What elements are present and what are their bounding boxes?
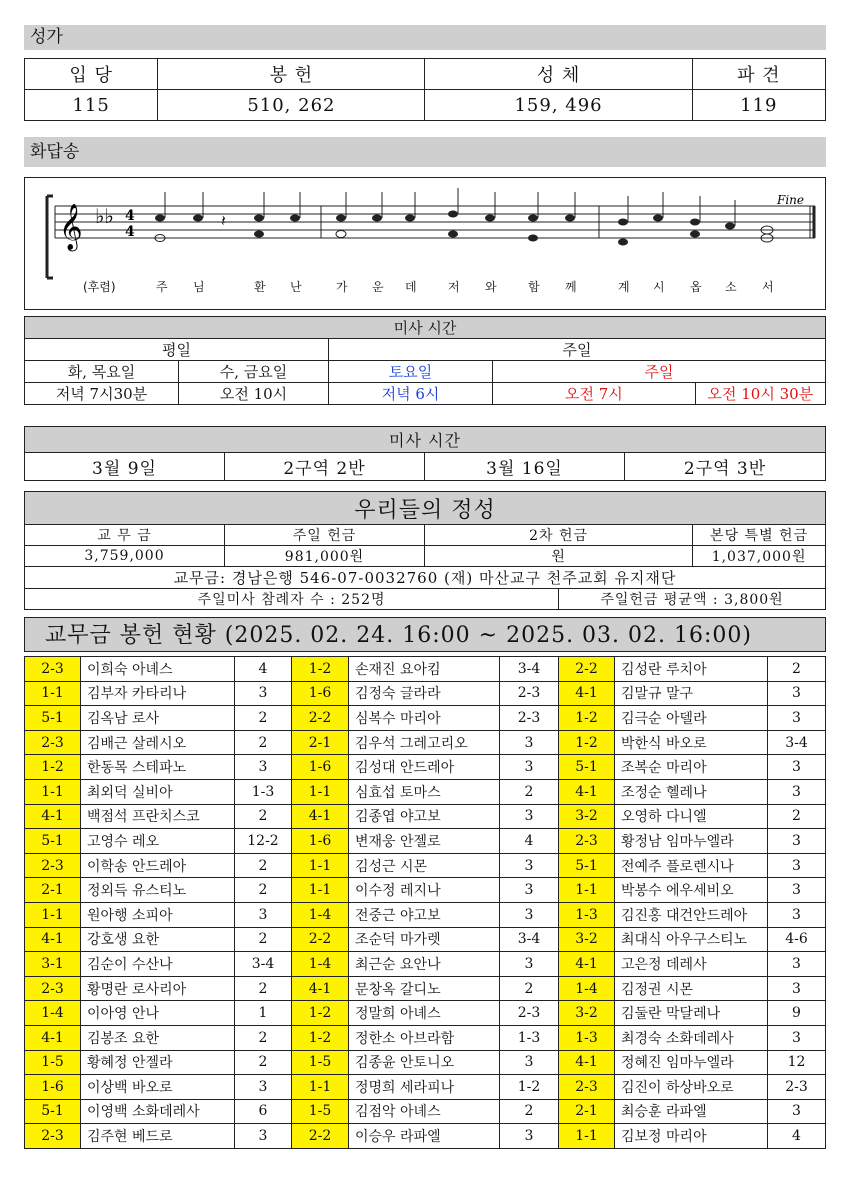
lyric-syllable: 소 [725,280,737,294]
table-row [25,706,826,731]
district-cell: 3-1 [25,952,81,977]
mass-time-table [24,316,826,405]
district-cell: 1-5 [25,1050,81,1075]
district-cell: 1-4 [292,952,349,977]
offering-header: 2차 헌금 [425,525,693,546]
lyric-syllable: 계 [618,280,630,294]
name-cell: 전예주 플로렌시나 [615,853,768,878]
district-cell: 2-3 [25,853,81,878]
district-cell: 1-1 [25,902,81,927]
district-cell: 1-4 [559,976,615,1001]
name-cell: 황혜정 안젤라 [81,1050,235,1075]
district-cell: 4-1 [559,779,615,804]
svg-text:𝄽: 𝄽 [221,211,226,230]
name-cell: 김배근 살레시오 [81,730,235,755]
count-cell: 12-2 [235,829,292,854]
district-cell: 1-2 [559,730,615,755]
mass-time-value: 저녁 7시30분 [25,383,179,405]
district-cell: 1-2 [292,1025,349,1050]
name-cell: 이영백 소화데레사 [81,1099,235,1124]
district-cell: 4-1 [559,1050,615,1075]
mass-time-title: 미사 시간 [25,317,826,339]
count-cell: 9 [768,1001,826,1026]
name-cell: 고은정 데레사 [615,952,768,977]
count-cell: 3 [768,902,826,927]
count-cell: 3 [768,755,826,780]
name-cell: 김극순 아델라 [615,706,768,731]
psalm-title: 화답송 [24,137,826,167]
day-label: 토요일 [329,361,493,383]
district-cell: 4-1 [25,804,81,829]
district-cell: 3-2 [559,804,615,829]
name-cell: 강호생 요한 [81,927,235,952]
choir-header: 입 당 [25,59,158,90]
district-cell: 4-1 [292,804,349,829]
name-cell: 김진이 하상바오로 [615,1075,768,1100]
name-cell: 김말규 말구 [615,681,768,706]
count-cell: 2 [500,1099,559,1124]
district-cell: 5-1 [559,853,615,878]
district-cell: 2-3 [25,730,81,755]
name-cell: 이승우 라파엘 [349,1124,500,1149]
district-cell: 1-2 [559,706,615,731]
offering-value: 981,000원 [225,546,425,567]
district-cell: 1-1 [292,1075,349,1100]
offering-header: 주일 헌금 [225,525,425,546]
music-staff-image [25,178,825,309]
name-cell: 김종윤 안토니오 [349,1050,500,1075]
name-cell: 김우석 그레고리오 [349,730,500,755]
svg-text:♭♭: ♭♭ [95,204,114,228]
lyric-syllable: 함 [528,280,540,294]
count-cell: 2 [235,853,292,878]
table-row [25,1099,826,1124]
attendance-count: 주일미사 참례자 수 : 252명 [25,589,559,610]
name-cell: 정한소 아브라함 [349,1025,500,1050]
count-cell: 6 [235,1099,292,1124]
district-cell: 1-1 [25,779,81,804]
district-cell: 5-1 [25,829,81,854]
count-cell: 2 [235,1025,292,1050]
table-row [25,1025,826,1050]
name-cell: 박한식 바오로 [615,730,768,755]
name-cell: 김둘란 막달레나 [615,1001,768,1026]
name-cell: 조순덕 마가렛 [349,927,500,952]
guide-cell: 2구역 3반 [625,453,826,481]
offering-average: 주일헌금 평균액 : 3,800원 [559,589,826,610]
count-cell: 2 [235,976,292,1001]
table-row [25,1124,826,1149]
lyric-syllable: 저 [448,280,460,294]
status-title: 교무금 봉헌 현황 (2025. 02. 24. 16:00 ~ 2025. 03. 02. 16:00) [24,617,826,652]
guide-cell: 2구역 2반 [225,453,425,481]
name-cell: 정외득 유스티노 [81,878,235,903]
district-cell: 2-2 [292,1124,349,1149]
psalm-score [24,177,826,310]
district-cell: 1-4 [292,902,349,927]
district-cell: 1-6 [292,755,349,780]
district-cell: 1-2 [292,657,349,682]
name-cell: 변재웅 안젤로 [349,829,500,854]
count-cell: 3-4 [768,730,826,755]
lyric-syllable: 와 [485,280,497,294]
count-cell: 2 [500,779,559,804]
district-cell: 1-1 [559,1124,615,1149]
name-cell: 문창옥 갈디노 [349,976,500,1001]
count-cell: 3 [768,706,826,731]
name-cell: 조복순 마리아 [615,755,768,780]
count-cell: 2 [235,927,292,952]
name-cell: 박봉수 에우세비오 [615,878,768,903]
count-cell: 3 [768,1025,826,1050]
count-cell: 1 [235,1001,292,1026]
name-cell: 이희숙 아녜스 [81,657,235,682]
count-cell: 4 [500,829,559,854]
district-cell: 1-1 [292,853,349,878]
table-row [25,730,826,755]
table-row [25,878,826,903]
district-cell: 5-1 [25,706,81,731]
count-cell: 3 [768,1099,826,1124]
table-row [25,952,826,977]
lyric-syllable: 서 [762,280,774,294]
name-cell: 김점악 아녜스 [349,1099,500,1124]
sunday-label: 주일 [329,339,826,361]
name-cell: 정말희 아녜스 [349,1001,500,1026]
district-cell: 1-2 [25,755,81,780]
lyric-syllable: 님 [193,280,205,294]
district-cell: 3-2 [559,1001,615,1026]
name-cell: 김종엽 야고보 [349,804,500,829]
count-cell: 3 [235,1075,292,1100]
lyric-syllable: 옵 [690,280,702,294]
count-cell: 3 [235,755,292,780]
mass-guide-title: 미사 시간 [25,427,826,453]
count-cell: 2-3 [500,706,559,731]
choir-header: 봉 헌 [158,59,425,90]
account-info: 교무금: 경남은행 546-07-0032760 (재) 마산교구 천주교회 유지재단 [25,567,826,589]
district-cell: 5-1 [559,755,615,780]
district-cell: 4-1 [559,681,615,706]
day-label: 수, 금요일 [179,361,329,383]
district-cell: 2-1 [25,878,81,903]
contribution-table [24,656,826,1149]
district-cell: 2-3 [559,829,615,854]
district-cell: 2-2 [292,706,349,731]
district-cell: 1-6 [25,1075,81,1100]
count-cell: 2 [768,657,826,682]
name-cell: 백점석 프란치스코 [81,804,235,829]
count-cell: 4-6 [768,927,826,952]
district-cell: 1-1 [292,878,349,903]
lyric-syllable: 난 [290,280,302,294]
count-cell: 3 [500,902,559,927]
name-cell: 김보정 마리아 [615,1124,768,1149]
svg-text:4: 4 [125,224,135,240]
table-row [25,1050,826,1075]
name-cell: 황정남 임마누엘라 [615,829,768,854]
district-cell: 4-1 [559,952,615,977]
name-cell: 최외덕 실비아 [81,779,235,804]
offering-header: 교 무 금 [25,525,225,546]
count-cell: 2 [235,706,292,731]
name-cell: 손재진 요아킴 [349,657,500,682]
name-cell: 김주현 베드로 [81,1124,235,1149]
table-row [25,829,826,854]
district-cell: 1-6 [292,681,349,706]
table-row [25,902,826,927]
choir-header: 파 견 [692,59,825,90]
count-cell: 3 [768,952,826,977]
lyric-syllable: 운 [372,280,384,294]
weekday-label: 평일 [25,339,329,361]
svg-text:𝄞: 𝄞 [59,204,83,250]
count-cell: 3-4 [235,952,292,977]
count-cell: 3 [768,779,826,804]
offering-table [24,491,826,610]
name-cell: 심복수 마리아 [349,706,500,731]
offering-value: 3,759,000 [25,546,225,567]
district-cell: 1-1 [25,681,81,706]
day-label: 화, 목요일 [25,361,179,383]
table-row [25,853,826,878]
count-cell: 2-3 [500,1001,559,1026]
count-cell: 3 [768,976,826,1001]
count-cell: 3 [235,902,292,927]
district-cell: 4-1 [25,1025,81,1050]
choir-value: 115 [25,90,158,121]
district-cell: 1-5 [292,1099,349,1124]
mass-time-value: 오전 7시 [493,383,696,405]
count-cell: 3 [235,681,292,706]
choir-value: 510, 262 [158,90,425,121]
table-row [25,927,826,952]
district-cell: 1-2 [292,1001,349,1026]
district-cell: 1-1 [292,779,349,804]
lyric-syllable: 께 [565,280,577,294]
offering-value: 원 [425,546,693,567]
table-row [25,1001,826,1026]
name-cell: 김성근 시몬 [349,853,500,878]
table-row [25,755,826,780]
district-cell: 2-1 [559,1099,615,1124]
count-cell: 3 [768,681,826,706]
district-cell: 4-1 [292,976,349,1001]
district-cell: 5-1 [25,1099,81,1124]
name-cell: 최근순 요안나 [349,952,500,977]
choir-value: 159, 496 [425,90,692,121]
name-cell: 김성란 루치아 [615,657,768,682]
name-cell: 김순이 수산나 [81,952,235,977]
lyric-syllable: 주 [156,280,168,294]
count-cell: 1-2 [500,1075,559,1100]
name-cell: 황명란 로사리아 [81,976,235,1001]
count-cell: 3 [500,878,559,903]
count-cell: 1-3 [235,779,292,804]
table-row [25,681,826,706]
name-cell: 조정순 헬레나 [615,779,768,804]
count-cell: 3 [500,755,559,780]
day-label: 주일 [493,361,826,383]
lyric-syllable: 가 [336,280,348,294]
choir-header: 성 체 [425,59,692,90]
district-cell: 2-3 [25,976,81,1001]
name-cell: 이수정 레지나 [349,878,500,903]
count-cell: 3 [500,952,559,977]
name-cell: 정명희 세라피나 [349,1075,500,1100]
count-cell: 1-3 [500,1025,559,1050]
name-cell: 최경숙 소화데레사 [615,1025,768,1050]
district-cell: 2-2 [559,657,615,682]
count-cell: 3 [235,1124,292,1149]
count-cell: 3 [500,1050,559,1075]
count-cell: 2 [235,804,292,829]
table-row [25,976,826,1001]
district-cell: 2-1 [292,730,349,755]
svg-text:4: 4 [125,208,135,224]
mass-time-value: 오전 10시 30분 [695,383,825,405]
district-cell: 1-3 [559,1025,615,1050]
lyric-syllable: 환 [254,280,266,294]
table-row [25,657,826,682]
district-cell: 1-5 [292,1050,349,1075]
district-cell: 1-4 [25,1001,81,1026]
choir-value: 119 [692,90,825,121]
name-cell: 원아행 소피아 [81,902,235,927]
district-cell: 2-3 [25,657,81,682]
count-cell: 3 [500,853,559,878]
count-cell: 2 [768,804,826,829]
lyric-syllable: 데 [405,280,417,294]
offering-header: 본당 특별 헌금 [693,525,826,546]
name-cell: 오영하 다니엘 [615,804,768,829]
name-cell: 최대식 아우구스티노 [615,927,768,952]
name-cell: 심효섭 토마스 [349,779,500,804]
district-cell: 2-2 [292,927,349,952]
name-cell: 고영수 레오 [81,829,235,854]
name-cell: 한동목 스테파노 [81,755,235,780]
count-cell: 4 [768,1124,826,1149]
count-cell: 3 [500,804,559,829]
name-cell: 김진홍 대건안드레아 [615,902,768,927]
table-row [25,804,826,829]
name-cell: 김봉조 요한 [81,1025,235,1050]
mass-time-value: 오전 10시 [179,383,329,405]
district-cell: 4-1 [25,927,81,952]
guide-cell: 3월 9일 [25,453,225,481]
offering-value: 1,037,000원 [693,546,826,567]
count-cell: 2-3 [768,1075,826,1100]
mass-guide-table [24,426,826,481]
count-cell: 3 [500,1124,559,1149]
count-cell: 3-4 [500,657,559,682]
name-cell: 이학송 안드레아 [81,853,235,878]
name-cell: 김옥남 로사 [81,706,235,731]
count-cell: 3-4 [500,927,559,952]
count-cell: 2 [500,976,559,1001]
choir-title: 성가 [24,25,826,50]
count-cell: 2 [235,878,292,903]
count-cell: 3 [768,829,826,854]
name-cell: 김부자 카타리나 [81,681,235,706]
count-cell: 2 [235,1050,292,1075]
district-cell: 1-3 [559,902,615,927]
count-cell: 4 [235,657,292,682]
name-cell: 김성대 안드레아 [349,755,500,780]
name-cell: 이상백 바오로 [81,1075,235,1100]
count-cell: 2 [235,730,292,755]
name-cell: 정혜진 임마누엘라 [615,1050,768,1075]
district-cell: 2-3 [25,1124,81,1149]
district-cell: 2-3 [559,1075,615,1100]
lyric-syllable: 시 [653,280,665,294]
count-cell: 2-3 [500,681,559,706]
guide-cell: 3월 16일 [425,453,625,481]
mass-time-value: 저녁 6시 [329,383,493,405]
district-cell: 1-1 [559,878,615,903]
name-cell: 김정권 시몬 [615,976,768,1001]
lyric-syllable: (후렴) [83,280,116,294]
choir-table [24,58,826,121]
name-cell: 최승훈 라파엘 [615,1099,768,1124]
count-cell: 3 [768,878,826,903]
name-cell: 김정숙 글라라 [349,681,500,706]
offering-title: 우리들의 정성 [25,492,826,525]
district-cell: 3-2 [559,927,615,952]
count-cell: 3 [768,853,826,878]
fine-mark: Fine [777,193,804,207]
table-row [25,1075,826,1100]
count-cell: 3 [500,730,559,755]
district-cell: 1-6 [292,829,349,854]
name-cell: 이아영 안나 [81,1001,235,1026]
name-cell: 전중근 야고보 [349,902,500,927]
count-cell: 12 [768,1050,826,1075]
table-row [25,779,826,804]
